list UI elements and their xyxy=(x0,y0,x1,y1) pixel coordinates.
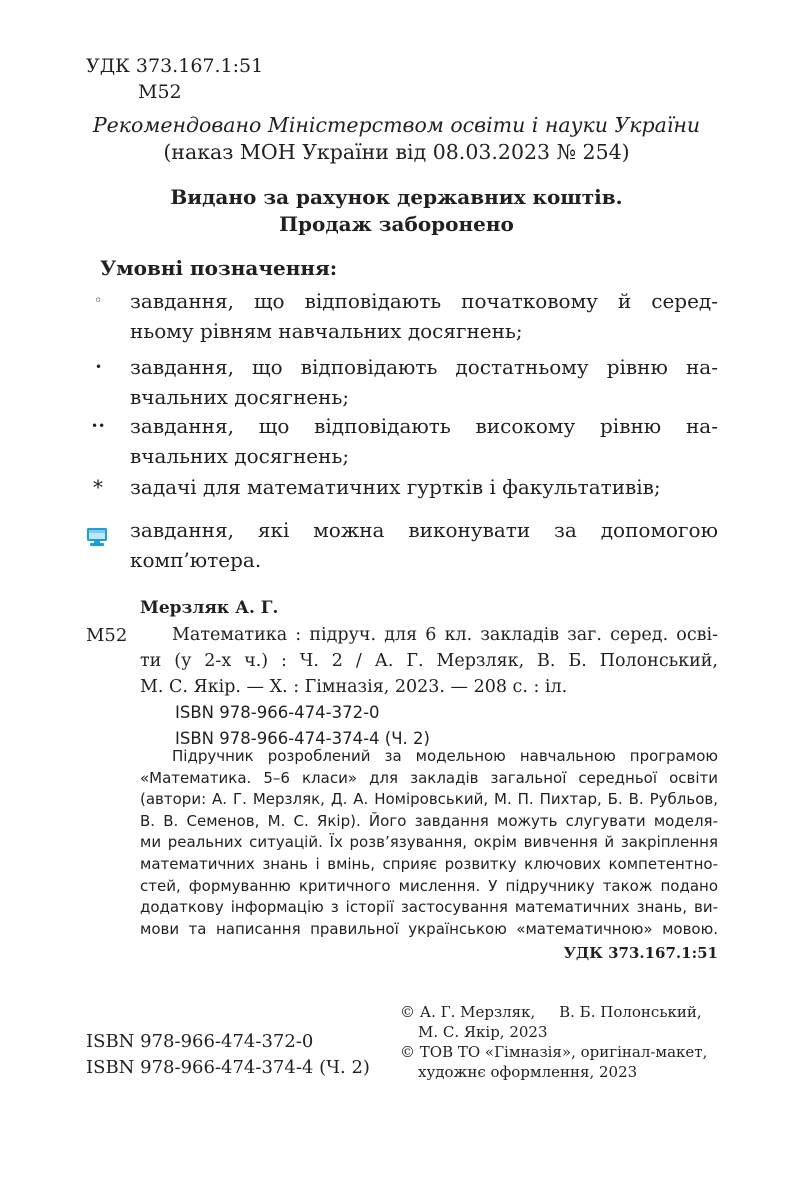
copyright-line: © ТОВ ТО «Гімназія», оригінал-макет, xyxy=(400,1043,708,1061)
ministry-order: (наказ МОН України від 08.03.2023 № 254) xyxy=(163,140,630,164)
annotation-line: Підручник розроблений за модельною навчальною програмою xyxy=(172,747,718,765)
legend-item-initial xyxy=(86,286,718,346)
catalog-line: ти (у 2-х ч.) : Ч. 2 / А. Г. Мерзляк, В. Б. Полонський, xyxy=(140,651,718,671)
legend-title: Умовні позначення: xyxy=(100,256,338,280)
hollow-circle-icon: ◦ xyxy=(94,293,103,309)
annotation-line: В. В. Семенов, М. С. Якір). Його завдання можуть слугувати моделя- xyxy=(140,811,718,830)
recommendation: Рекомендовано Міністерством освіти і науки України xyxy=(92,113,701,137)
double-dot-icon: •• xyxy=(91,419,106,433)
annotation xyxy=(140,746,718,940)
copyright-line: художнє оформлення, 2023 xyxy=(418,1063,638,1081)
legend-line: завдання, що відповідають високому рівню на- xyxy=(130,414,718,438)
legend-line: завдання, що відповідають достатньому рівню на- xyxy=(130,355,718,379)
annotation-line: додаткову інформацію з історії застосування математичних знань, ви- xyxy=(140,898,718,917)
legend-line: завдання, які можна виконувати за допомогою xyxy=(130,518,718,542)
catalog-description xyxy=(140,622,718,752)
isbn-bottom: ISBN 978-966-474-374-4 (Ч. 2) xyxy=(86,1057,370,1078)
catalog-isbn: ISBN 978-966-474-372-0 xyxy=(175,703,380,722)
annotation-line: (автори: А. Г. Мерзляк, Д. А. Номіровський, М. П. Пихтар, Б. В. Рубльов, xyxy=(140,790,718,809)
catalog-code: М52 xyxy=(86,625,128,646)
dot-icon: • xyxy=(95,360,103,374)
catalog-author: Мерзляк А. Г. xyxy=(140,598,279,618)
udk-code: УДК 373.167.1:51 xyxy=(86,55,264,77)
annotation-line: мови та написання правильної українською «математичною» мовою. xyxy=(140,919,718,938)
annotation-line: стей, формуванню критичного мислення. У підручнику також подано xyxy=(140,876,718,895)
asterisk-icon: * xyxy=(93,475,103,499)
annotation-line: «Математика. 5–6 класи» для закладів загальної середньої освіти xyxy=(140,768,718,787)
legend-item-sufficient xyxy=(86,352,718,412)
legend-line: вчальних досягнень; xyxy=(130,385,350,409)
copyright-line: М. С. Якір, 2023 xyxy=(418,1023,548,1041)
copyright-line: © А. Г. Мерзляк, В. Б. Полонський, xyxy=(400,1003,702,1021)
catalog-isbn: ISBN 978-966-474-374-4 (Ч. 2) xyxy=(175,729,430,748)
annotation-line: ми реальних ситуацій. Їх розв’язування, окрім вивчення й закріплення xyxy=(140,833,718,852)
legend-line: завдання, що відповідають початковому й серед- xyxy=(130,289,718,313)
legend-line: ньому рівням навчальних досягнень; xyxy=(130,319,523,343)
sale-forbidden-note: Продаж заборонено xyxy=(279,212,514,236)
legend-line: задачі для математичних гуртків і факультативів; xyxy=(130,475,661,499)
legend-line: комп’ютера. xyxy=(130,548,262,572)
legend-item-clubs xyxy=(86,472,718,502)
computer-icon xyxy=(86,520,116,550)
copyright-block xyxy=(400,1002,718,1082)
book-code: М52 xyxy=(138,81,182,103)
catalog-line: Математика : підруч. для 6 кл. закладів заг. серед. осві- xyxy=(172,625,718,645)
state-funds-note: Видано за рахунок державних коштів. xyxy=(170,185,623,209)
annotation-line: математичних знань і вмінь, сприяє розвитку ключових компетентно- xyxy=(140,854,718,873)
legend-item-high xyxy=(86,411,718,471)
legend-item-computer xyxy=(86,515,718,575)
legend-line: вчальних досягнень; xyxy=(130,444,350,468)
udk-bottom: УДК 373.167.1:51 xyxy=(563,944,718,962)
catalog-line: М. С. Якір. — Х. : Гімназія, 2023. — 208 с. : іл. xyxy=(140,677,568,697)
isbn-bottom: ISBN 978-966-474-372-0 xyxy=(86,1031,314,1052)
